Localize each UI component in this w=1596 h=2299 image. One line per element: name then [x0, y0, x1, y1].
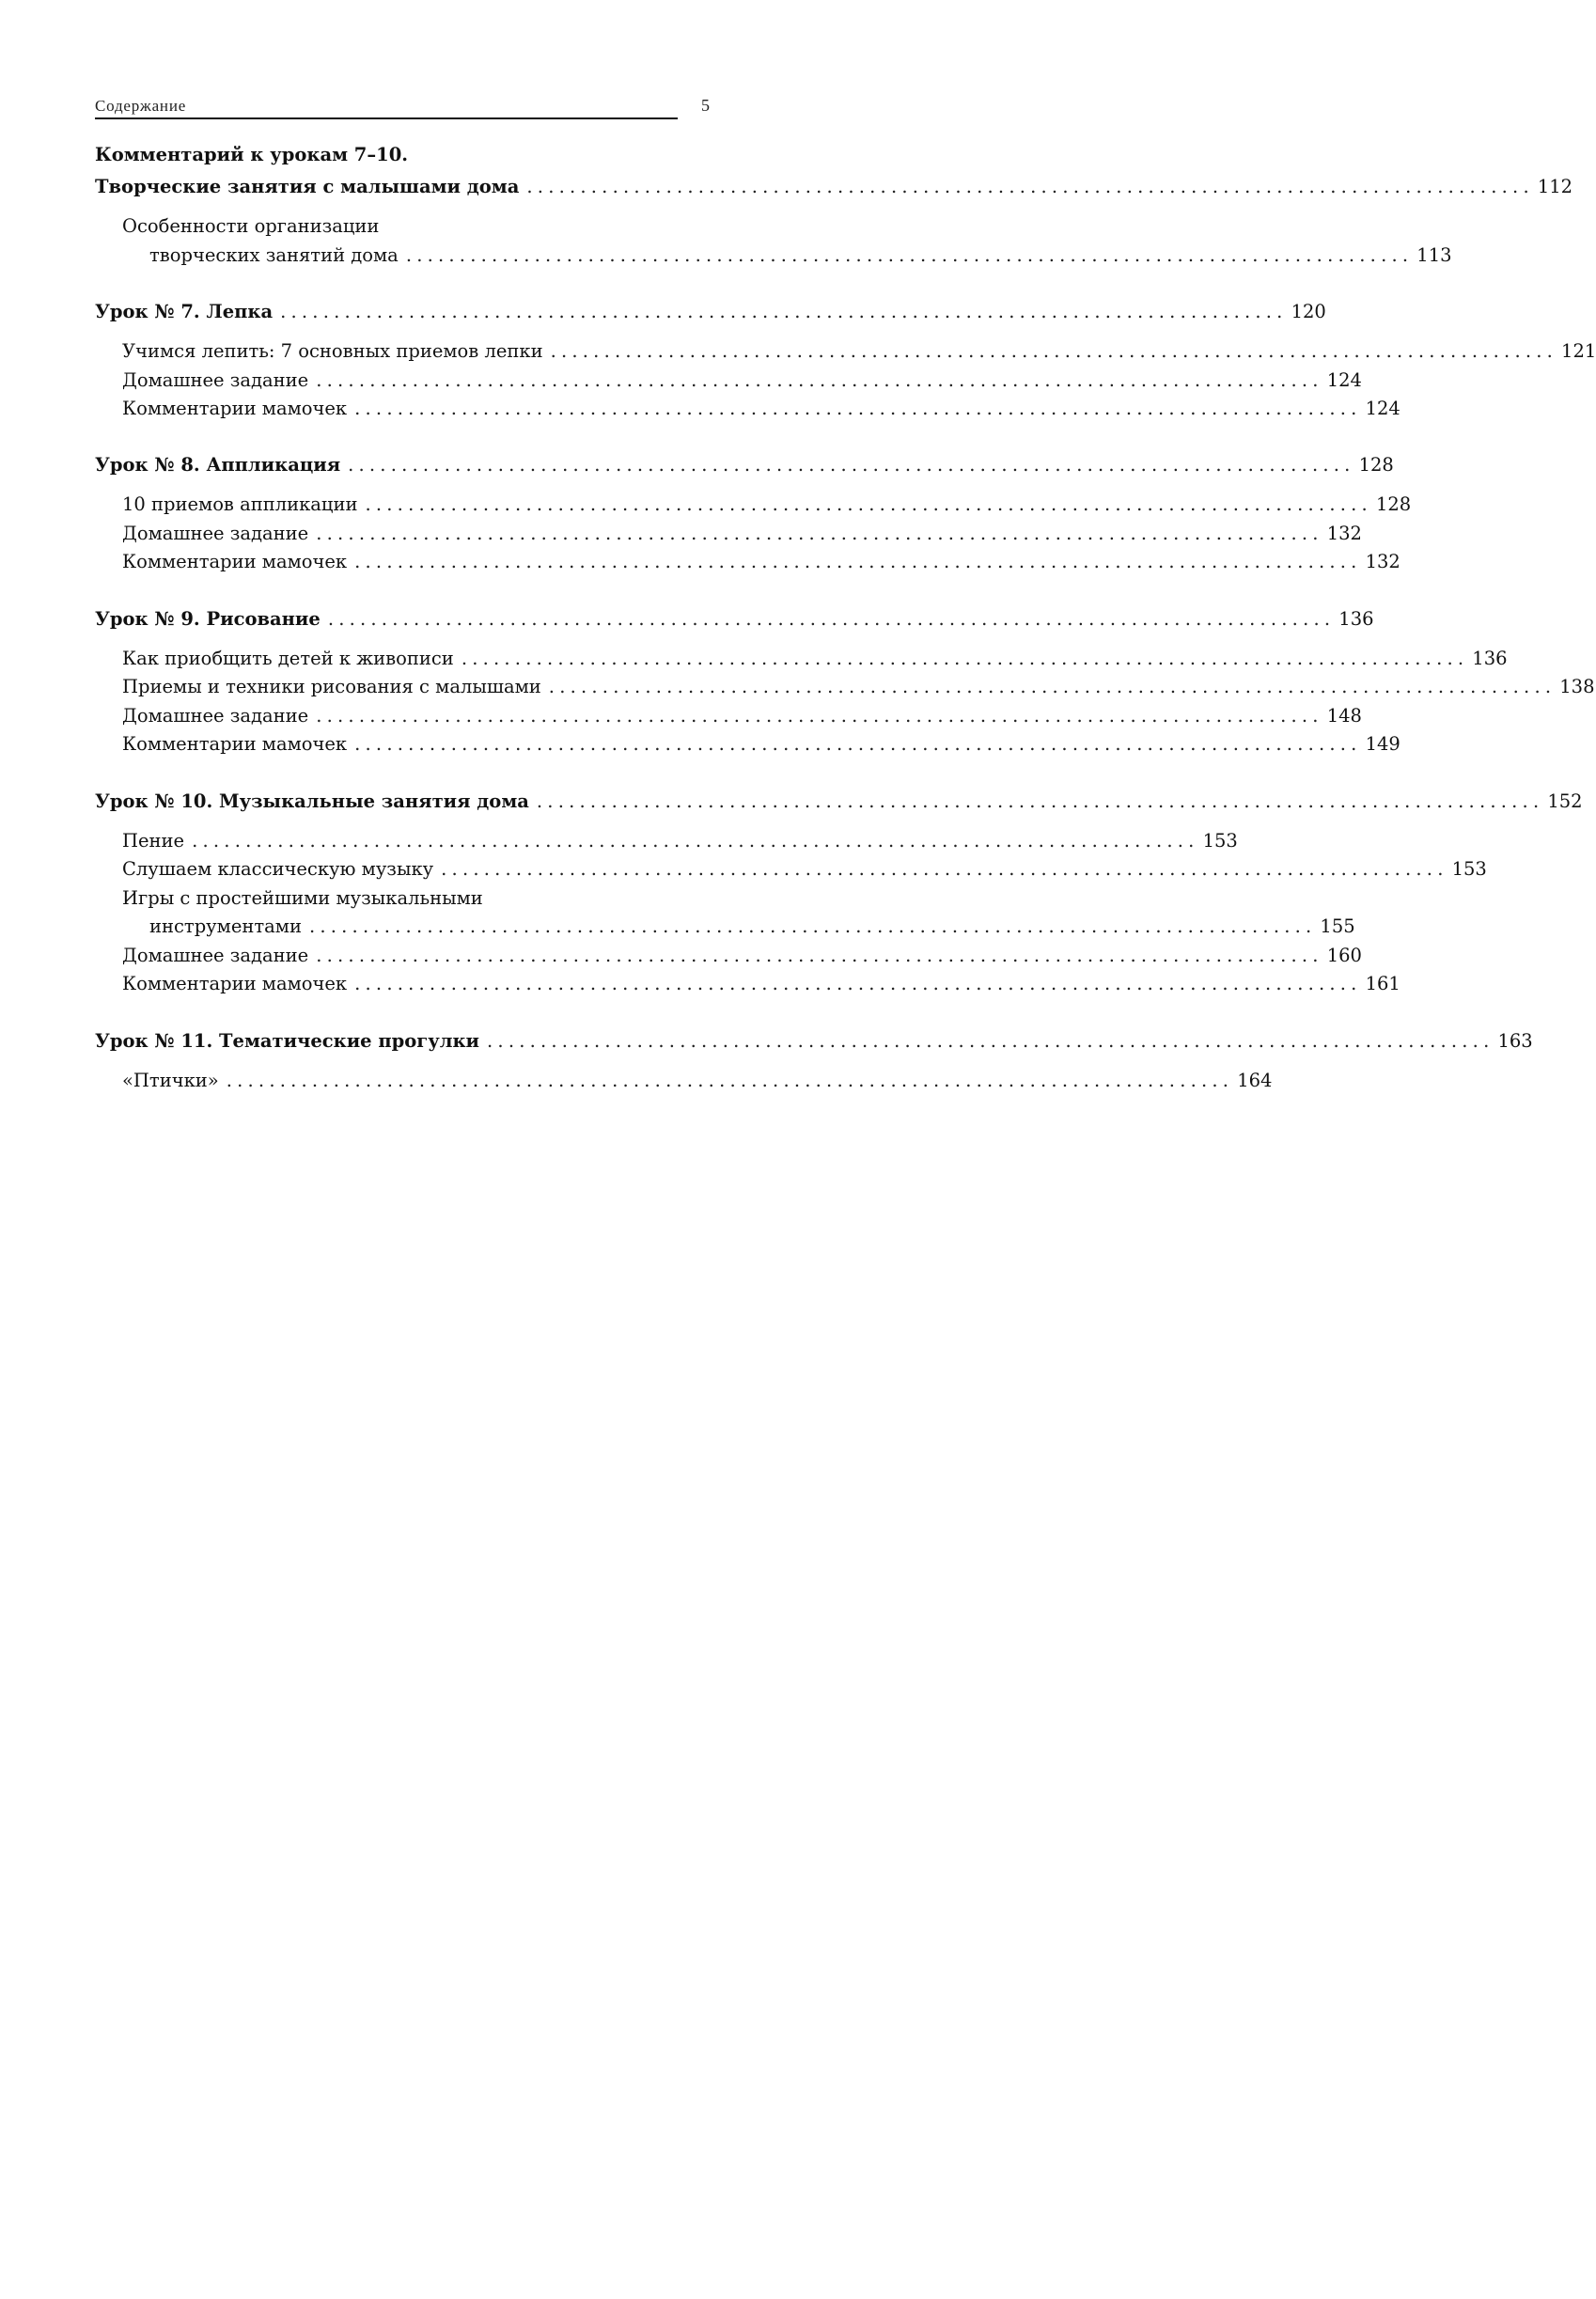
toc-intro-heading: Комментарий к урокам 7–10.: [95, 144, 409, 165]
toc-entry-page: 128: [1375, 493, 1412, 515]
toc-entry: [0, 942, 1362, 970]
toc-entry-page: 124: [1326, 369, 1362, 391]
toc-entry-page: 153: [1202, 830, 1238, 852]
dot-leader: ..............................................................................................: [487, 1030, 1494, 1052]
toc-entry-title: Приемы и техники рисования с малышами: [122, 676, 541, 697]
toc-entry-page: 124: [1365, 398, 1400, 419]
toc-entry: [0, 520, 1362, 548]
toc-entry-title: Как приобщить детей к живописи: [122, 648, 454, 669]
toc-entry-page: 121: [1561, 340, 1596, 362]
toc-entry-title: Урок № 8. Аппликация: [95, 454, 341, 476]
header-rule: [95, 117, 678, 119]
toc-entry-page: 152: [1547, 790, 1583, 812]
toc-entry: [0, 827, 1238, 855]
dot-leader: ..............................................................................................: [316, 705, 1323, 727]
dot-leader: ..............................................................................................: [441, 858, 1448, 880]
toc-entry: [0, 855, 1487, 884]
toc-entry-page: 138: [1559, 676, 1595, 697]
toc-entry: [0, 395, 1400, 423]
dot-leader: ..............................................................................................: [354, 733, 1362, 755]
dot-leader: ..............................................................................................: [327, 608, 1336, 630]
toc-entry: [0, 1067, 1273, 1095]
dot-leader: ..............................................................................................: [316, 523, 1323, 544]
toc-entry-lesson: [0, 1027, 1533, 1056]
toc-entry-page: 161: [1365, 973, 1400, 994]
toc-entry-title: Домашнее задание: [122, 523, 309, 544]
toc-entry-title: Комментарии мамочек: [122, 398, 348, 419]
toc-entry-page: 160: [1326, 945, 1362, 966]
toc-entry-title: Слушаем классическую музыку: [122, 858, 434, 880]
dot-leader: ..............................................................................................: [526, 176, 1534, 197]
toc-entry-page: 163: [1497, 1030, 1533, 1052]
dot-leader: ..............................................................................................: [308, 915, 1317, 937]
dot-leader: ..............................................................................................: [316, 945, 1323, 966]
toc-entry-lesson: [0, 605, 1374, 633]
toc-entry-title: 10 приемов аппликации: [122, 493, 358, 515]
toc-entry-title: Игры с простейшими музыкальными: [122, 887, 483, 909]
toc-entry-lesson: [0, 788, 1583, 816]
dot-leader: ..............................................................................................: [348, 454, 1355, 476]
dot-leader: ..............................................................................................: [548, 676, 1557, 697]
toc-entry-page: 164: [1237, 1070, 1273, 1091]
dot-leader: ..............................................................................................: [461, 648, 1469, 669]
toc-entry-title: Урок № 10. Музыкальные занятия дома: [95, 790, 529, 812]
toc-entry-title: Домашнее задание: [122, 705, 309, 727]
toc-entry-title: Учимся лепить: 7 основных приемов лепки: [122, 340, 543, 362]
toc-entry-page: 112: [1537, 176, 1573, 197]
toc-entry-title: Домашнее задание: [122, 945, 309, 966]
toc-entry-page: 153: [1451, 858, 1487, 880]
toc-entry-title: Урок № 9. Рисование: [95, 608, 321, 630]
toc-entry: [0, 702, 1362, 730]
dot-leader: ..............................................................................................: [354, 398, 1362, 419]
toc-entry-title: инструментами: [149, 915, 302, 937]
toc-entry-title: Комментарии мамочек: [122, 973, 348, 994]
toc-entry: [0, 548, 1400, 576]
toc-entry-page: 132: [1326, 523, 1362, 544]
toc-entry-title: Творческие занятия с малышами дома: [95, 176, 520, 197]
toc-entry: [0, 913, 1355, 941]
dot-leader: ..............................................................................................: [365, 493, 1372, 515]
toc-entry-title: Особенности организации: [122, 215, 380, 237]
toc-entry-title: Комментарии мамочек: [122, 551, 348, 572]
toc-entry-page: 136: [1472, 648, 1508, 669]
toc-entry-title: Урок № 7. Лепка: [95, 301, 274, 322]
dot-leader: ..............................................................................................: [536, 790, 1544, 812]
toc-entry-page: 128: [1358, 454, 1394, 476]
toc-entry-page: 113: [1416, 244, 1452, 266]
dot-leader: ..............................................................................................: [316, 369, 1323, 391]
toc-entry-page: 149: [1365, 733, 1400, 755]
toc-entry: [0, 242, 1452, 270]
toc-entry: [0, 673, 1595, 701]
toc-entry-title: Урок № 11. Тематические прогулки: [95, 1030, 480, 1052]
toc-entry-lesson: [0, 451, 1394, 479]
dot-leader: ..............................................................................................: [550, 340, 1558, 362]
dot-leader: ..............................................................................................: [226, 1070, 1234, 1091]
dot-leader: ..............................................................................................: [354, 973, 1362, 994]
toc-entry-page: 132: [1365, 551, 1400, 572]
toc-entry: [0, 367, 1362, 395]
toc-entry-title: Домашнее задание: [122, 369, 309, 391]
toc-entry-title: творческих занятий дома: [149, 244, 399, 266]
toc-entry-lesson: [0, 298, 1326, 326]
toc-entry-section: [0, 173, 1573, 201]
toc-entry: [0, 337, 1596, 366]
toc-entry: [0, 491, 1412, 519]
toc-entry-page: 148: [1326, 705, 1362, 727]
toc-entry-page: 155: [1320, 915, 1355, 937]
toc-entry: [0, 730, 1400, 759]
dot-leader: ..............................................................................................: [354, 551, 1362, 572]
toc-entry: [0, 970, 1400, 998]
dot-leader: ..............................................................................................: [280, 301, 1288, 322]
toc-entry-title: Пение: [122, 830, 185, 852]
toc-entry-title: Комментарии мамочек: [122, 733, 348, 755]
dot-leader: ..............................................................................................: [192, 830, 1199, 852]
page-number: 5: [701, 96, 710, 115]
toc-entry-page: 120: [1291, 301, 1326, 322]
toc-entry-title: «Птички»: [122, 1070, 219, 1091]
toc-entry: [0, 645, 1508, 673]
toc-entry-page: 136: [1338, 608, 1374, 630]
dot-leader: ..............................................................................................: [405, 244, 1414, 266]
running-header-title: Содержание: [95, 97, 187, 115]
